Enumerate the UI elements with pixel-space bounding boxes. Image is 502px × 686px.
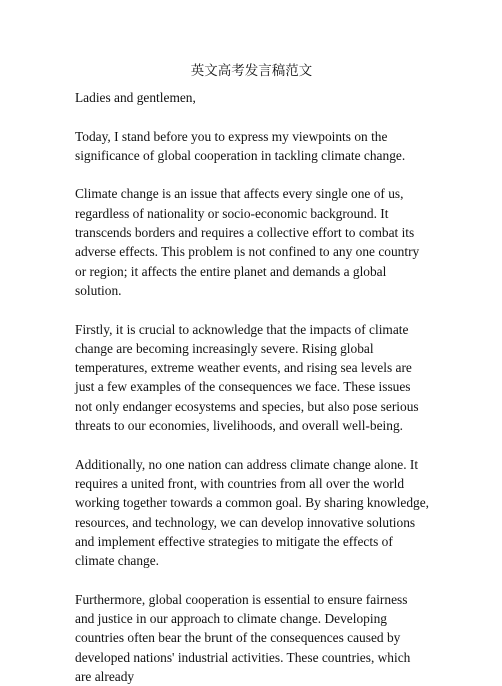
paragraph-furthermore: Furthermore, global cooperation is essential to ensure fairness and justice in our approach to climate change. Developing countries often bear the brunt of the consequences caused by developed nations' industrial activities. These countries, which are already: [75, 591, 411, 684]
document-body: [75, 88, 430, 686]
paragraph-additionally: Additionally, no one nation can address climate change alone. It requires a united front, with countries from all over the world working together towards a common goal. By sharing knowledge, resources, and technology, we can develop innovative solutions and implement effective strategies to mitigate the effects of climate change.: [75, 456, 430, 569]
paragraph-firstly: Firstly, it is crucial to acknowledge that the impacts of climate change are becoming increasingly severe. Rising global temperatures, extreme weather events, and rising sea levels are just a few examples of the consequences we face. These issues not only endanger ecosystems and species, but also pose serious threats to our economies, livelihoods, and overall well-being.: [75, 321, 419, 434]
document-title: 英文高考发言稿范文: [190, 63, 313, 79]
paragraph-issue: Climate change is an issue that affects every single one of us, regardless of nationality or socio-economic background. It transcends borders and requires a collective effort to combat its adverse effects. This problem is not confined to any one country or region; it affects the entire planet and demands a global solution.: [75, 186, 420, 298]
paragraph-salutation: Ladies and gentlemen,: [75, 90, 196, 105]
paragraph-intro: Today, I stand before you to express my viewpoints on the significance of global cooperation in tackling climate change.: [75, 128, 406, 163]
